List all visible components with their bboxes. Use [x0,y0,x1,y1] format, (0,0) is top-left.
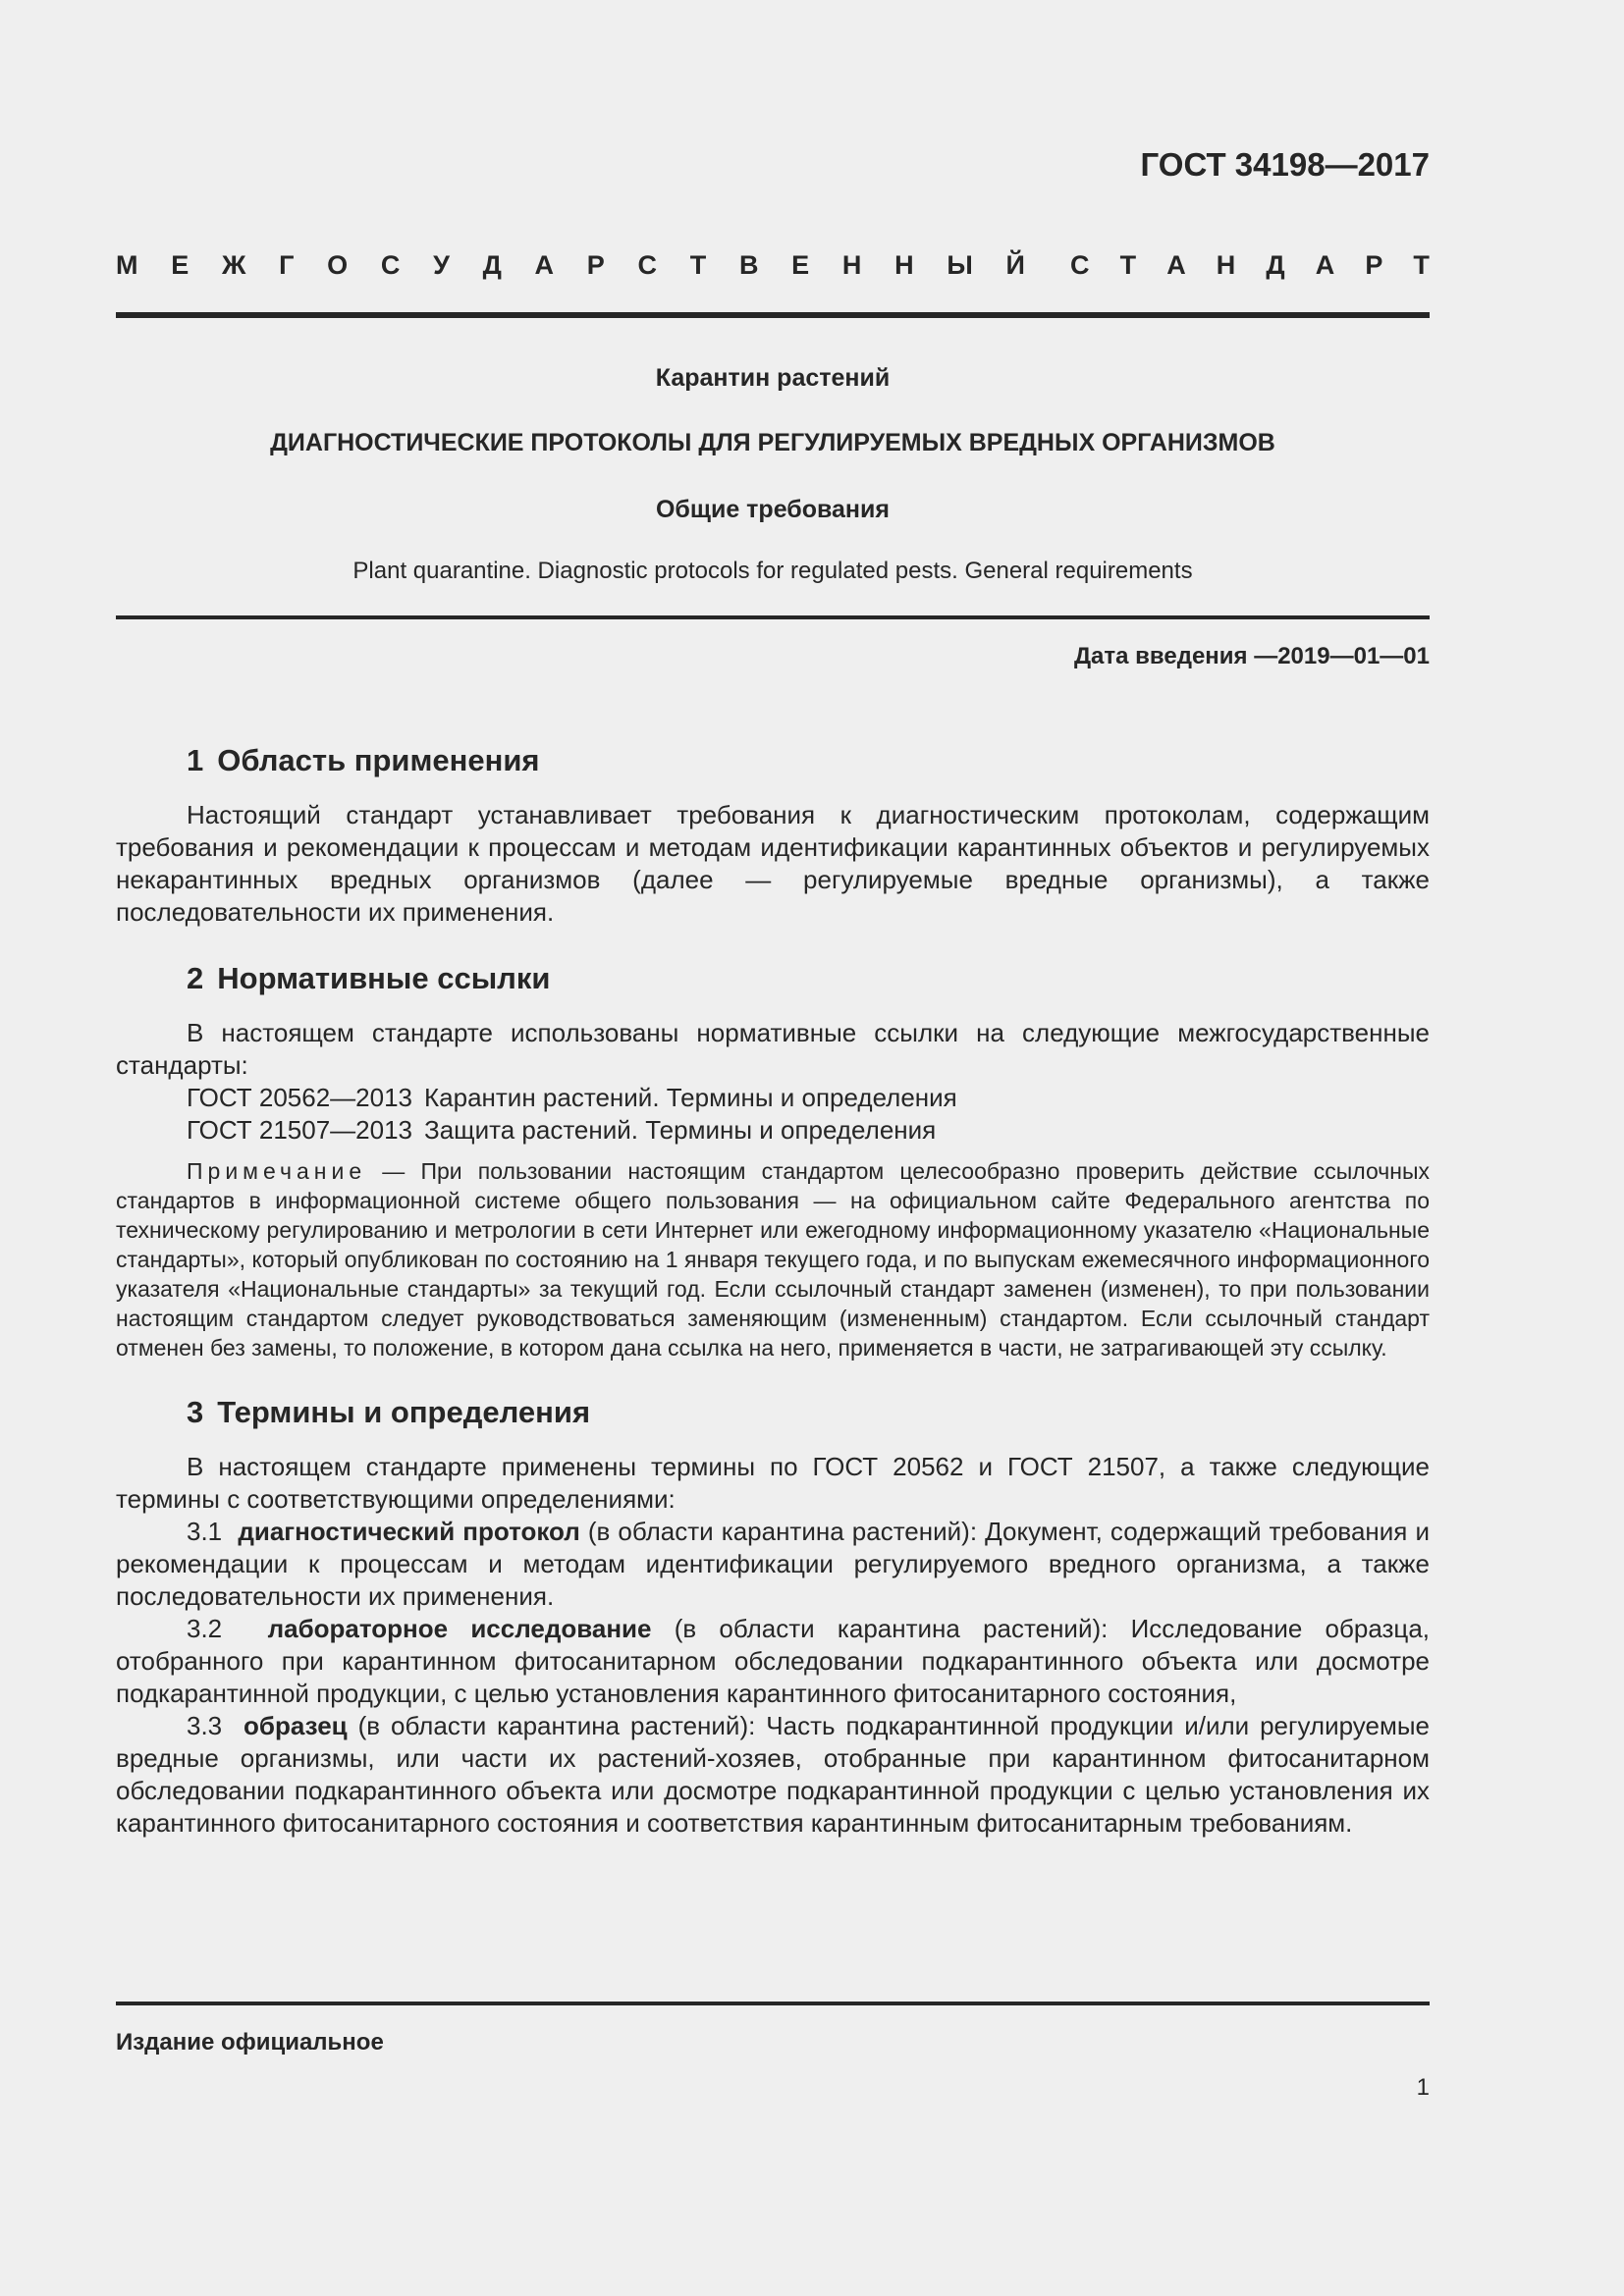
term-number: 3.2 [187,1614,223,1643]
banner-letter: Р [586,249,605,280]
banner-letter: М [116,249,138,280]
banner-letter: У [433,249,450,280]
section-number: 1 [187,743,204,777]
paragraph: Настоящий стандарт устанавливает требования к диагностическим протоколам, содержащим требования и рекомендации к процессам и методам идентификации карантинных объектов и регулируемых некарантинных вредных организмов (далее — регулируемые вредные организмы), а также последовательности их применения. [116,800,1430,927]
banner-letter: С [637,249,657,280]
note-paragraph [116,1156,1430,1362]
section-number: 3 [187,1395,204,1429]
banner-word-interstate [116,250,1025,281]
section-heading [187,740,1430,781]
banner-letter: Й [1005,249,1025,280]
banner-letter: Д [482,249,502,280]
banner-letter: В [738,249,759,280]
term-number: 3.3 [187,1711,223,1740]
term-definition [116,1710,1430,1840]
reference-item [116,1082,1430,1114]
header-divider [116,312,1430,318]
reference-code: ГОСТ 20562—2013 [187,1083,413,1112]
reference-title: Карантин растений. Термины и определения [424,1083,957,1112]
banner-letter: Е [791,249,810,280]
banner-letter: Н [894,249,914,280]
term-text: (в области карантина растений): Часть подкарантинной продукции и/или регулируемые вредные организмы, или части их растений-хозяев, отобранные при карантинном фитосанитарном обследовании подкарантинного объекта или досмотре подкарантинной продукции с целью установления их карантинного фитосанитарного состояния и соответствия карантинным фитосанитарным требованиям. [116,1711,1430,1838]
banner-letter: А [1315,249,1335,280]
term-number: 3.1 [187,1517,223,1546]
term-definition [116,1613,1430,1710]
section-heading [187,1392,1430,1433]
banner-word-standard [1070,250,1430,281]
title-divider [116,615,1430,619]
banner-letter: Н [1216,249,1236,280]
paragraph: В настоящем стандарте применены термины по ГОСТ 20562 и ГОСТ 21507, а также следующие термины с соответствующими определениями: [116,1452,1430,1514]
term-text: (в области карантина растений): Исследование образца, отобранного при карантинном фитосанитарном обследовании подкарантинного объекта или досмотре подкарантинной продукции, с целью установления карантинного фитосанитарного состояния, [116,1614,1431,1708]
title-line-2: ДИАГНОСТИЧЕСКИЕ ПРОТОКОЛЫ ДЛЯ РЕГУЛИРУЕМЫХ ВРЕДНЫХ ОРГАНИЗМОВ [270,429,1275,456]
banner-letter: Ы [947,249,973,280]
banner-letter: Г [279,249,295,280]
term-name: диагностический протокол [238,1517,580,1546]
note-label: Примечание [187,1158,367,1184]
banner-letter: Т [689,249,707,280]
reference-code: ГОСТ 21507—2013 [187,1115,413,1145]
note-text: — При пользовании настоящим стандартом целесообразно проверить действие ссылочных стандартов в информационной системе общего пользования — на официальном сайте Федерального агентства по техническому регулированию и метрологии в сети Интернет или ежегодному информационному указателю «Национальные стандарты», который опубликован по состоянию на 1 января текущего года, и по выпускам ежемесячного информационного указателя «Национальные стандарты» за текущий год. Если ссылочный стандарт заменен (изменен), то при пользовании настоящим стандартом следует руководствоваться заменяющим (измененным) стандартом. Если ссылочный стандарт отменен без замены, то положение, в котором дана ссылка на него, применяется в части, не затрагивающей эту ссылку. [116,1158,1430,1361]
title-line-3: Общие требования [655,496,890,523]
section-heading [187,958,1430,999]
banner-letter: С [1070,249,1090,280]
term-text: (в области карантина растений): Документ, содержащий требования и рекомендации к процессам и методам идентификации регулируемого вредного организма, а также последовательности их применения. [116,1517,1430,1611]
banner-letter: Т [1119,249,1137,280]
page-number: 1 [1416,2074,1430,2101]
banner-letter: А [534,249,555,280]
term-name: образец [244,1711,348,1740]
banner-letter: Т [1413,249,1430,280]
banner-letter: Д [1266,249,1285,280]
standard-number: ГОСТ 34198—2017 [1140,146,1430,183]
official-edition-label: Издание официальное [116,2029,384,2056]
paragraph: В настоящем стандарте использованы нормативные ссылки на следующие межгосударственные стандарты: [116,1018,1430,1080]
title-line-1: Карантин растений [655,364,891,392]
document-body [116,740,1430,1840]
section-title: Термины и определения [217,1395,591,1429]
reference-item [116,1114,1430,1147]
english-title: Plant quarantine. Diagnostic protocols for regulated pests. General requirements [352,558,1193,584]
banner-letter: А [1166,249,1186,280]
section-title: Область применения [217,743,540,777]
term-name: лабораторное исследование [267,1614,652,1643]
footer-divider [116,2002,1430,2005]
introduction-date: Дата введения —2019—01—01 [1073,643,1430,669]
section-number: 2 [187,961,204,995]
reference-title: Защита растений. Термины и определения [424,1115,937,1145]
standard-banner [116,245,1430,285]
banner-letter: Е [171,249,189,280]
banner-letter: С [380,249,401,280]
banner-letter: Ж [221,249,246,280]
banner-letter: Р [1365,249,1383,280]
term-definition [116,1516,1430,1613]
section-title: Нормативные ссылки [217,961,551,995]
banner-letter: О [327,249,349,280]
banner-letter: Н [841,249,862,280]
